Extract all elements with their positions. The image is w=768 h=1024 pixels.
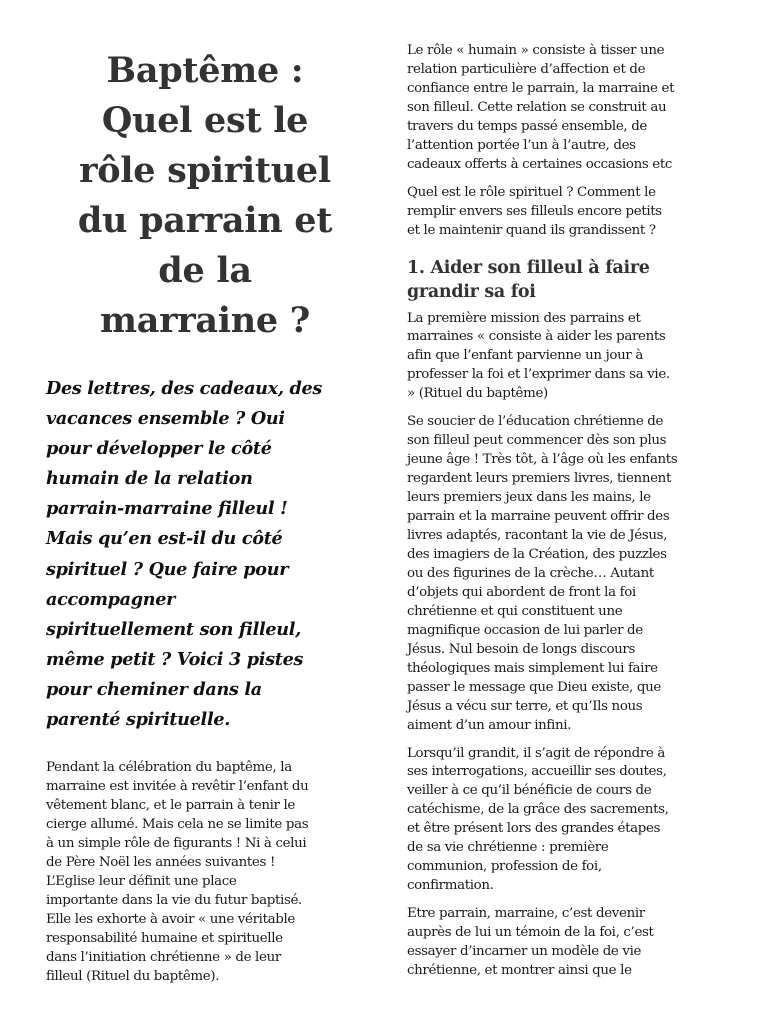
paragraph-line: des imagiers de la Création, des puzzles [407,546,667,562]
paragraph-line: confiance entre le parrain, la marraine et [407,80,675,96]
paragraph-line: jeune âge ! Très tôt, à l’âge où les enfants [407,452,678,468]
paragraph-line: magnifique occasion de lui parler de [407,622,643,638]
paragraph-line: marraines « consiste à aider les parents [407,329,666,345]
body-paragraph [407,745,725,897]
paragraph-line: veiller à ce qu’il bénéficie de cours de [407,783,652,799]
paragraph-line: L’Eglise leur définit une place [46,873,237,889]
intro-line: pour développer le côté [46,438,272,460]
intro-line: Des lettres, des cadeaux, des [46,378,322,399]
intro-line: humain de la relation [46,468,253,490]
paragraph-line: » (Rituel du baptême) [407,386,548,402]
intro-lead [46,374,364,735]
intro-line: spirituel ? Que faire pour [46,558,289,580]
title-line: du parrain et [77,200,333,241]
paragraph-line: vêtement blanc, et le parrain à tenir le [46,798,296,814]
body-paragraph [407,905,725,981]
body-paragraph [407,310,725,405]
paragraph-line: relation particulière d’affection et de [407,61,646,77]
paragraph-line: théologiques mais simplement lui faire [407,660,658,676]
body-paragraph [407,184,725,241]
paragraph-line: leurs premiers jeux dans les mains, le [407,490,651,506]
paragraph-line: chrétienne et qui constituent une [407,603,623,619]
paragraph-line: à un simple rôle de figurants ! Ni à celui [46,835,307,851]
paragraph-line: essayer d’incarner un modèle de vie [407,944,642,960]
paragraph-line: Lorsqu’il grandit, il s’agit de répondre à [407,745,666,761]
intro-line: pour cheminer dans la [46,678,262,700]
paragraph-line: marraine est invitée à revêtir l’enfant du [46,779,309,795]
paragraph-line: cierge allumé. Mais cela ne se limite pas [46,816,309,832]
paragraph-line: de Père Noël les années suivantes ! [46,854,275,870]
paragraph-line: Elle les exhorte à avoir « une véritable [46,911,295,927]
paragraph-line: filleul (Rituel du baptême). [46,968,220,984]
intro-line: parenté spirituelle. [46,709,231,731]
paragraph-line: et le maintenir quand ils grandissent ? [407,222,656,238]
paragraph-line: remplir envers ses filleuls encore petits [407,203,662,219]
paragraph-line: ou des figurines de la crèche… Autant [407,565,654,581]
article-title [46,46,364,346]
right-column [407,42,725,990]
paragraph-line: Jésus. Nul besoin de longs discours [407,641,636,657]
paragraph-line: professer la foi et l’exprimer dans sa vie. [407,367,670,383]
paragraph-line: de sa vie chrétienne : première [407,840,609,856]
paragraph-line: Etre parrain, marraine, c’est devenir [407,906,645,922]
paragraph-line: passer le message que Dieu existe, que [407,679,661,695]
intro-line: vacances ensemble ? Oui [46,408,285,430]
intro-line: spirituellement son filleul, [46,618,301,640]
baptism-ceremony-paragraph [46,759,364,986]
paragraph-line: aiment d’un amour infini. [407,717,572,733]
section-heading [407,256,725,304]
paragraph-line: d’objets qui abordent de front la foi [407,584,636,600]
paragraph-line: confirmation. [407,878,494,894]
body-paragraph [407,42,725,175]
intro-line: accompagner [46,588,176,610]
paragraph-line: communion, profession de foi, [407,859,602,875]
paragraph-line: Quel est le rôle spirituel ? Comment le [407,184,656,200]
paragraph-line: auprès de lui un témoin de la foi, c’est [407,925,654,941]
paragraph-line: dans l’initiation chrétienne » de leur [46,949,281,965]
paragraph-line: regardent leurs premiers livres, tiennent [407,471,671,487]
paragraph-line: Le rôle « humain » consiste à tisser une [407,43,665,58]
body-paragraph [407,413,725,735]
paragraph-line: ses interrogations, accueillir ses doutes, [407,764,667,780]
title-line: rôle spirituel [79,150,331,191]
left-column [46,46,364,987]
title-line: Baptême : [106,50,304,91]
paragraph-line: livres adaptés, racontant la vie de Jésus, [407,528,668,544]
paragraph-line: La première mission des parrains et [407,310,641,326]
paragraph-line: son filleul. Cette relation se construit au [407,99,667,115]
paragraph-line: Jésus a vécu sur terre, et qu’Ils nous [407,698,643,714]
paragraph-line: Se soucier de l’éducation chrétienne de [407,414,664,430]
paragraph-line: travers du temps passé ensemble, de [407,118,648,134]
intro-line: Mais qu’en est-il du côté [46,528,283,550]
paragraph-line: Pendant la célébration du baptême, la [46,760,292,776]
paragraph-line: et être présent lors des grandes étapes [407,821,661,837]
title-line: de la [158,250,252,291]
paragraph-line: chrétienne, et montrer ainsi que le [407,962,632,978]
paragraph-line: importante dans la vie du futur baptisé. [46,892,302,908]
heading-line: 1. Aider son filleul à faire [407,257,650,278]
intro-line: parrain-marraine filleul ! [46,498,288,520]
paragraph-line: catéchisme, de la grâce des sacrements, [407,802,669,818]
title-line: Quel est le [101,100,309,141]
paragraph-line: son filleul peut commencer dès son plus [407,433,667,449]
title-line: marraine ? [100,300,310,341]
intro-line: même petit ? Voici 3 pistes [46,648,304,670]
paragraph-line: parrain et la marraine peuvent offrir des [407,509,670,525]
paragraph-line: cadeaux offerts à certaines occasions etc [407,156,673,172]
heading-line: grandir sa foi [407,281,536,302]
paragraph-line: responsabilité humaine et spirituelle [46,930,283,946]
paragraph-line: afin que l’enfant parvienne un jour à [407,348,643,364]
paragraph-line: l’attention portée l’un à l’autre, des [407,137,636,153]
